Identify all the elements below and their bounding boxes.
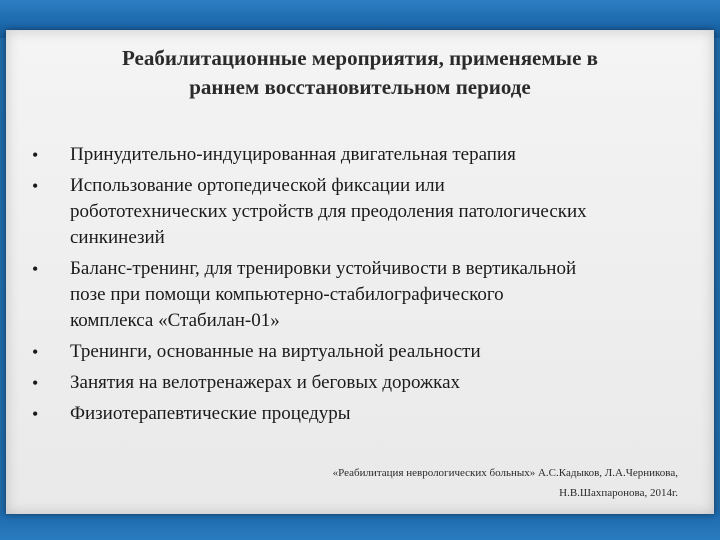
list-item-text: робототехнических устройств для преодоления патологических [70, 201, 587, 222]
list-item [26, 256, 686, 334]
list-item-text: комплекса «Стабилан-01» [70, 310, 280, 331]
list-item [26, 142, 686, 168]
list-item-text: Баланс-тренинг, для тренировки устойчивости в вертикальной [70, 258, 577, 279]
list-item [26, 173, 686, 251]
list-item [26, 370, 686, 396]
list-item-text: Принудительно-индуцированная двигательная терапия [70, 144, 516, 165]
list-item-text: синкинезий [70, 227, 165, 248]
list-item [26, 339, 686, 365]
list-item-text: Физиотерапевтические процедуры [70, 403, 351, 424]
bullet-list [26, 142, 686, 432]
list-item-text: Использование ортопедической фиксации или [70, 175, 445, 196]
list-item-text: позе при помощи компьютерно-стабилографического [70, 284, 504, 305]
bullet-marker: • [32, 259, 39, 279]
citation-line: «Реабилитация неврологических больных» А.С.Кадыков, Л.А.Черникова, [332, 467, 678, 479]
citation-line: Н.В.Шахпаронова, 2014г. [559, 487, 678, 499]
list-item [26, 401, 686, 427]
slide-title-line: Реабилитационные мероприятия, применяемые в [121, 46, 598, 70]
slide-title-line: раннем восстановительном периоде [189, 75, 531, 99]
slide-title [40, 44, 680, 102]
citation [318, 463, 678, 503]
bullet-marker: • [32, 342, 39, 362]
bullet-marker: • [32, 373, 39, 393]
footer-bar [0, 510, 720, 540]
bullet-marker: • [32, 176, 39, 196]
bullet-marker: • [32, 404, 39, 424]
bullet-marker: • [32, 145, 39, 165]
list-item-text: Занятия на велотренажерах и беговых дорожках [70, 372, 461, 393]
list-item-text: Тренинги, основанные на виртуальной реальности [70, 341, 481, 362]
